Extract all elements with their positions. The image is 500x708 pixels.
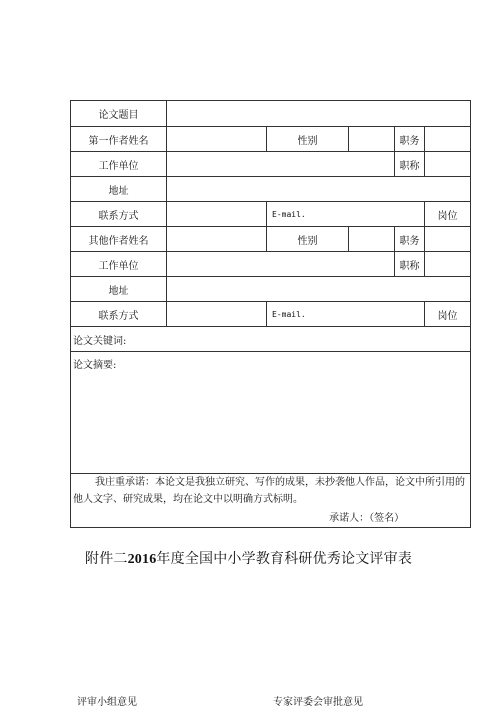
- first-author-address-field[interactable]: [167, 177, 471, 202]
- other-author-position-field[interactable]: [425, 227, 471, 252]
- first-author-contact-label: 联系方式: [71, 202, 167, 227]
- attachment-suffix: 年度全国中小学教育科研优秀论文评审表: [156, 551, 413, 567]
- first-author-contact-field[interactable]: [167, 202, 267, 227]
- attachment-prefix: 附件二: [85, 551, 128, 567]
- first-author-gender-field[interactable]: [349, 127, 395, 152]
- attachment-title: [85, 548, 412, 568]
- other-author-label: 其他作者姓名: [71, 227, 167, 252]
- review-group-opinion-label: 评审小组意见: [77, 697, 137, 708]
- other-author-email-label: E-mail.: [267, 302, 425, 327]
- first-author-post-label: 岗位: [425, 202, 471, 227]
- first-author-workplace-label: 工作单位: [71, 152, 167, 177]
- first-author-address-label: 地址: [71, 177, 167, 202]
- paper-info-form: [70, 100, 471, 528]
- first-author-title-label: 职称: [395, 152, 425, 177]
- first-author-email-label: E-mail.: [267, 202, 425, 227]
- other-author-title-label: 职称: [395, 252, 425, 277]
- pledge-line-2: 他人文字、研究成果，均在论文中以明确方式标明。: [73, 494, 303, 505]
- attachment-year: 2016: [127, 552, 157, 567]
- first-author-label: 第一作者姓名: [71, 127, 167, 152]
- first-author-position-label: 职务: [395, 127, 425, 152]
- first-author-workplace-field[interactable]: [167, 152, 395, 177]
- other-author-workplace-label: 工作单位: [71, 252, 167, 277]
- other-author-position-label: 职务: [395, 227, 425, 252]
- first-author-position-field[interactable]: [425, 127, 471, 152]
- other-author-contact-label: 联系方式: [71, 302, 167, 327]
- first-author-gender-label: 性别: [267, 127, 349, 152]
- keywords-label[interactable]: 论文关键词:: [71, 327, 471, 352]
- paper-title-field[interactable]: [167, 101, 471, 127]
- first-author-field[interactable]: [167, 127, 267, 152]
- other-author-address-field[interactable]: [167, 277, 471, 302]
- other-author-title-field[interactable]: [425, 252, 471, 277]
- other-author-field[interactable]: [167, 227, 267, 252]
- pledge-section: [71, 474, 471, 528]
- other-author-gender-field[interactable]: [349, 227, 395, 252]
- pledge-line-1: 我庄重承诺：本论文是我独立研究、写作的成果，未抄袭他人作品，论文中所引用的: [95, 477, 465, 488]
- other-author-gender-label: 性别: [267, 227, 349, 252]
- other-author-address-label: 地址: [71, 277, 167, 302]
- paper-title-label: 论文题目: [71, 101, 167, 127]
- other-author-contact-field[interactable]: [167, 302, 267, 327]
- other-author-workplace-field[interactable]: [167, 252, 395, 277]
- expert-committee-opinion-label: 专家评委会审批意见: [273, 697, 363, 708]
- pledge-signature-label: 承诺人：（签名）: [329, 513, 405, 524]
- abstract-label[interactable]: 论文摘要:: [71, 352, 471, 474]
- first-author-title-field[interactable]: [425, 152, 471, 177]
- other-author-post-label: 岗位: [425, 302, 471, 327]
